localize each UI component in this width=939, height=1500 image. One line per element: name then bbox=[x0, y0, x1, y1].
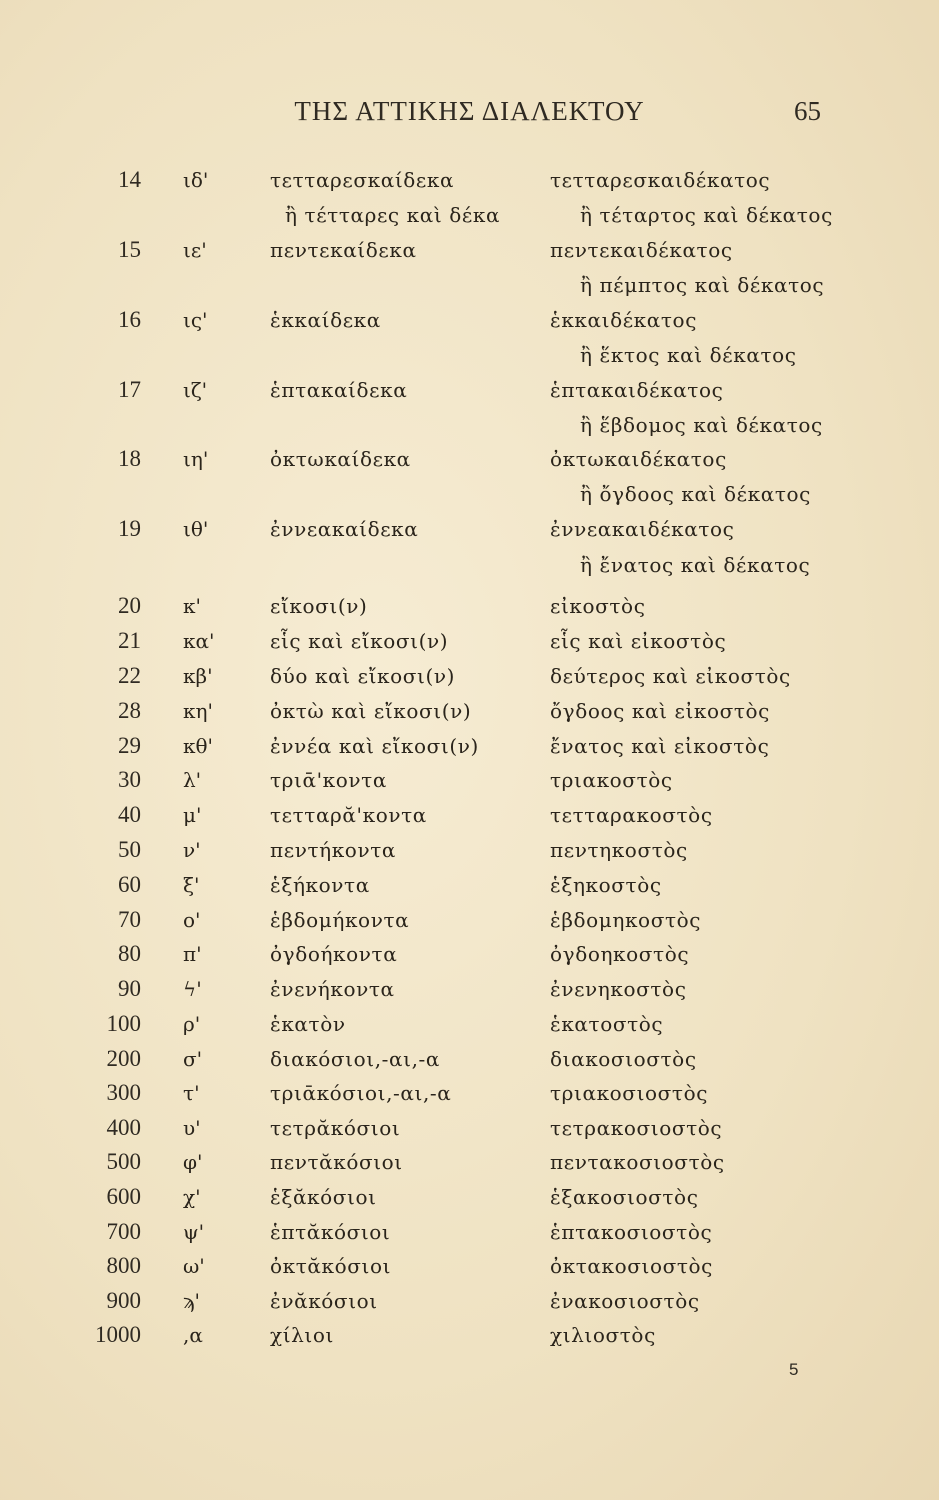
ordinal-cell: πεντηκοστὸς bbox=[550, 838, 688, 862]
symbol-cell: ιδ' bbox=[183, 168, 209, 192]
ordinal-cell: διακοσιοστὸς bbox=[550, 1047, 697, 1071]
symbol-cell: ιε' bbox=[183, 238, 207, 262]
symbol-cell: λ' bbox=[183, 768, 202, 792]
number-cell: 300 bbox=[106, 1080, 141, 1105]
table-row bbox=[0, 972, 939, 1006]
table-row bbox=[0, 198, 939, 232]
ordinal-cell: ἑπτακοσιοστὸς bbox=[550, 1220, 713, 1244]
ordinal-cell: ἑκκαιδέκατος bbox=[550, 308, 697, 332]
table-row bbox=[0, 303, 939, 337]
cardinal-alt-cell: ἢ τέτταρες καὶ δέκα bbox=[285, 203, 501, 227]
cardinal-cell: ἐννέα καὶ εἴκοσι(ν) bbox=[270, 734, 479, 758]
ordinal-alt-cell: ἢ ὄγδοος καὶ δέκατος bbox=[580, 482, 811, 506]
ordinal-cell: ἑβδομηκοστὸς bbox=[550, 908, 702, 932]
cardinal-cell: διακόσιοι,-αι,-α bbox=[270, 1047, 440, 1071]
symbol-cell: ψ' bbox=[183, 1220, 205, 1244]
table-row bbox=[0, 1249, 939, 1283]
cardinal-cell: εἷς καὶ εἴκοσι(ν) bbox=[270, 629, 449, 653]
symbol-cell: κβ' bbox=[183, 664, 213, 688]
cardinal-cell: τριᾱκόσιοι,-αι,-α bbox=[270, 1081, 452, 1105]
running-header-title: ΤΗΣ ΑΤΤΙΚΗΣ ΔΙΑΛΕΚΤΟΥ bbox=[294, 96, 645, 126]
number-cell: 22 bbox=[118, 663, 141, 688]
symbol-cell: κη' bbox=[183, 699, 213, 723]
number-cell: 50 bbox=[118, 837, 141, 862]
cardinal-cell: ἑπτᾰκόσιοι bbox=[270, 1220, 391, 1244]
ordinal-cell: ἑξηκοστὸς bbox=[550, 873, 662, 897]
table-row bbox=[0, 624, 939, 658]
number-cell: 30 bbox=[118, 767, 141, 792]
number-cell: 80 bbox=[118, 941, 141, 966]
ordinal-cell: πεντεκαιδέκατος bbox=[550, 238, 733, 262]
cardinal-cell: ἐνενήκοντα bbox=[270, 977, 395, 1001]
symbol-cell: ω' bbox=[183, 1254, 205, 1278]
cardinal-cell: τετταρεσκαίδεκα bbox=[270, 168, 455, 192]
ordinal-alt-cell: ἢ ἕκτος καὶ δέκατος bbox=[580, 343, 797, 367]
ordinal-cell: ὀκτακοσιοστὸς bbox=[550, 1254, 713, 1278]
table-row bbox=[0, 1284, 939, 1318]
table-row bbox=[0, 477, 939, 511]
table-row bbox=[0, 1007, 939, 1041]
symbol-cell: ν' bbox=[183, 838, 201, 862]
cardinal-cell: ὀγδοήκοντα bbox=[270, 942, 398, 966]
table-row bbox=[0, 408, 939, 442]
cardinal-cell: τριᾱ'κοντα bbox=[270, 768, 387, 792]
cardinal-cell: τετταρᾰ'κοντα bbox=[270, 803, 427, 827]
table-row bbox=[0, 163, 939, 197]
number-cell: 500 bbox=[106, 1149, 141, 1174]
number-cell: 800 bbox=[106, 1253, 141, 1278]
cardinal-cell: ὀκτωκαίδεκα bbox=[270, 447, 411, 471]
number-cell: 40 bbox=[118, 802, 141, 827]
symbol-cell: ξ' bbox=[183, 873, 200, 897]
cardinal-cell: τετρᾰκόσιοι bbox=[270, 1116, 401, 1140]
ordinal-cell: ἐννεακαιδέκατος bbox=[550, 517, 735, 541]
number-cell: 600 bbox=[106, 1184, 141, 1209]
table-row bbox=[0, 589, 939, 623]
number-cell: 16 bbox=[118, 307, 141, 332]
cardinal-cell: ἑκκαίδεκα bbox=[270, 308, 381, 332]
table-row bbox=[0, 659, 939, 693]
ordinal-cell: χιλιοστὸς bbox=[550, 1323, 656, 1347]
number-cell: 60 bbox=[118, 872, 141, 897]
table-row bbox=[0, 268, 939, 302]
symbol-cell: τ' bbox=[183, 1081, 200, 1105]
symbol-cell: μ' bbox=[183, 803, 202, 827]
ordinal-cell: τετταρεσκαιδέκατος bbox=[550, 168, 771, 192]
symbol-cell: κθ' bbox=[183, 734, 214, 758]
page-number: 65 bbox=[794, 96, 821, 126]
cardinal-cell: εἴκοσι(ν) bbox=[270, 594, 368, 618]
table-row bbox=[0, 1180, 939, 1214]
cardinal-cell: δύο καὶ εἴκοσι(ν) bbox=[270, 664, 456, 688]
ordinal-cell: εἷς καὶ εἰκοστὸς bbox=[550, 629, 727, 653]
number-cell: 100 bbox=[106, 1011, 141, 1036]
ordinal-alt-cell: ἢ τέταρτος καὶ δέκατος bbox=[580, 203, 833, 227]
table-row bbox=[0, 512, 939, 546]
ordinal-cell: ὄγδοος καὶ εἰκοστὸς bbox=[550, 699, 770, 723]
number-cell: 1000 bbox=[95, 1322, 141, 1347]
number-cell: 200 bbox=[106, 1046, 141, 1071]
symbol-cell: κ' bbox=[183, 594, 201, 618]
cardinal-cell: ἐννεακαίδεκα bbox=[270, 517, 419, 541]
symbol-cell: ϟ' bbox=[183, 977, 202, 1001]
ordinal-cell: τριακοσιοστὸς bbox=[550, 1081, 709, 1105]
cardinal-cell: ἑβδομήκοντα bbox=[270, 908, 410, 932]
table-row bbox=[0, 937, 939, 971]
ordinal-cell: τετταρακοστὸς bbox=[550, 803, 713, 827]
ordinal-alt-cell: ἢ πέμπτος καὶ δέκατος bbox=[580, 273, 825, 297]
number-cell: 18 bbox=[118, 446, 141, 471]
table-row bbox=[0, 798, 939, 832]
symbol-cell: σ' bbox=[183, 1047, 203, 1071]
cardinal-cell: ἑκατὸν bbox=[270, 1012, 346, 1036]
signature-mark: 5 bbox=[789, 1360, 799, 1379]
ordinal-cell: ἑπτακαιδέκατος bbox=[550, 378, 724, 402]
cardinal-cell: ἑπτακαίδεκα bbox=[270, 378, 408, 402]
ordinal-cell: εἰκοστὸς bbox=[550, 594, 646, 618]
table-row bbox=[0, 833, 939, 867]
cardinal-cell: χίλιοι bbox=[270, 1323, 334, 1347]
ordinal-cell: ἐνενηκοστὸς bbox=[550, 977, 687, 1001]
ordinal-cell: ὀκτωκαιδέκατος bbox=[550, 447, 727, 471]
cardinal-cell: ὀκτᾰκόσιοι bbox=[270, 1254, 392, 1278]
cardinal-cell: ἑξήκοντα bbox=[270, 873, 370, 897]
table-row bbox=[0, 442, 939, 476]
symbol-cell: φ' bbox=[183, 1150, 203, 1174]
table-row bbox=[0, 1042, 939, 1076]
table-row bbox=[0, 1111, 939, 1145]
table-row bbox=[0, 233, 939, 267]
table-row bbox=[0, 1076, 939, 1110]
cardinal-cell: πεντᾰκόσιοι bbox=[270, 1150, 403, 1174]
table-row bbox=[0, 868, 939, 902]
number-cell: 20 bbox=[118, 593, 141, 618]
symbol-cell: ιζ' bbox=[183, 378, 208, 402]
number-cell: 17 bbox=[118, 377, 141, 402]
table-row bbox=[0, 548, 939, 582]
ordinal-alt-cell: ἢ ἕβδομος καὶ δέκατος bbox=[580, 413, 823, 437]
table-row bbox=[0, 373, 939, 407]
table-row bbox=[0, 1215, 939, 1249]
ordinal-cell: ἔνατος καὶ εἰκοστὸς bbox=[550, 734, 770, 758]
symbol-cell: υ' bbox=[183, 1116, 201, 1140]
number-cell: 15 bbox=[118, 237, 141, 262]
table-row bbox=[0, 1145, 939, 1179]
symbol-cell: ιθ' bbox=[183, 517, 209, 541]
number-cell: 14 bbox=[118, 167, 141, 192]
number-cell: 21 bbox=[118, 628, 141, 653]
table-row bbox=[0, 694, 939, 728]
number-cell: 90 bbox=[118, 976, 141, 1001]
symbol-cell: ,α bbox=[183, 1323, 203, 1347]
ordinal-cell: ἑκατοστὸς bbox=[550, 1012, 664, 1036]
ordinal-cell: τριακοστὸς bbox=[550, 768, 673, 792]
ordinal-cell: δεύτερος καὶ εἰκοστὸς bbox=[550, 664, 791, 688]
number-cell: 700 bbox=[106, 1219, 141, 1244]
table-row bbox=[0, 903, 939, 937]
number-cell: 70 bbox=[118, 907, 141, 932]
symbol-cell: ο' bbox=[183, 908, 201, 932]
number-cell: 28 bbox=[118, 698, 141, 723]
symbol-cell: ϡ' bbox=[183, 1289, 201, 1313]
symbol-cell: κα' bbox=[183, 629, 215, 653]
number-cell: 29 bbox=[118, 733, 141, 758]
number-cell: 19 bbox=[118, 516, 141, 541]
symbol-cell: ις' bbox=[183, 308, 208, 332]
table-row bbox=[0, 338, 939, 372]
number-cell: 900 bbox=[106, 1288, 141, 1313]
symbol-cell: π' bbox=[183, 942, 202, 966]
ordinal-cell: ἐνακοσιοστὸς bbox=[550, 1289, 700, 1313]
cardinal-cell: πεντεκαίδεκα bbox=[270, 238, 417, 262]
table-row bbox=[0, 763, 939, 797]
ordinal-cell: πεντακοσιοστὸς bbox=[550, 1150, 725, 1174]
symbol-cell: χ' bbox=[183, 1185, 201, 1209]
cardinal-cell: ἐνᾰκόσιοι bbox=[270, 1289, 378, 1313]
ordinal-cell: τετρακοσιοστὸς bbox=[550, 1116, 723, 1140]
number-cell: 400 bbox=[106, 1115, 141, 1140]
ordinal-alt-cell: ἢ ἔνατος καὶ δέκατος bbox=[580, 553, 811, 577]
cardinal-cell: ὀκτὼ καὶ εἴκοσι(ν) bbox=[270, 699, 472, 723]
ordinal-cell: ὀγδοηκοστὸς bbox=[550, 942, 690, 966]
ordinal-cell: ἑξακοσιοστὸς bbox=[550, 1185, 699, 1209]
table-row bbox=[0, 729, 939, 763]
symbol-cell: ιη' bbox=[183, 447, 209, 471]
table-row bbox=[0, 1318, 939, 1352]
symbol-cell: ρ' bbox=[183, 1012, 201, 1036]
cardinal-cell: πεντήκοντα bbox=[270, 838, 396, 862]
cardinal-cell: ἑξᾰκόσιοι bbox=[270, 1185, 377, 1209]
